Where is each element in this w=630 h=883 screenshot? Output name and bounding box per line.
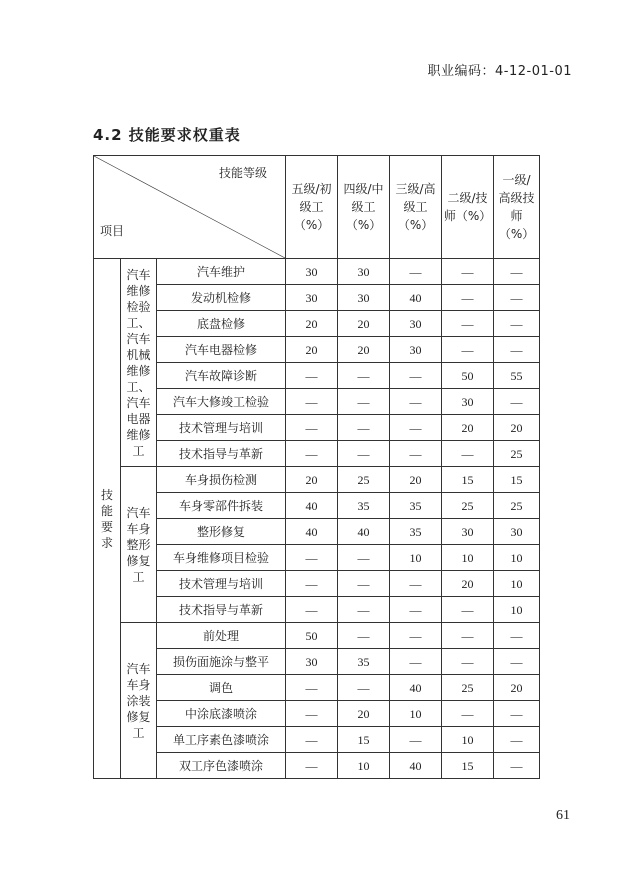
weight-cell: — <box>494 649 540 675</box>
table-row <box>94 753 540 779</box>
weight-cell: 40 <box>286 519 338 545</box>
weight-cell: 25 <box>442 675 494 701</box>
weight-cell: 35 <box>338 649 390 675</box>
weight-cell: 25 <box>494 441 540 467</box>
weight-cell: — <box>338 571 390 597</box>
weight-cell: — <box>390 415 442 441</box>
weight-cell: — <box>338 675 390 701</box>
weight-cell: 40 <box>390 675 442 701</box>
weight-cell: — <box>338 363 390 389</box>
item-cell: 调色 <box>157 675 286 701</box>
weight-cell: — <box>338 545 390 571</box>
weight-cell: — <box>390 389 442 415</box>
weight-cell: 30 <box>390 337 442 363</box>
weight-cell: — <box>286 441 338 467</box>
group-label: 汽车车身整形修复工 <box>126 505 151 584</box>
table-row <box>94 389 540 415</box>
section-title: 4.2 技能要求权重表 <box>93 126 241 144</box>
skill-level-heading: 技能等级 <box>219 166 268 180</box>
table-row <box>94 623 540 649</box>
weight-cell: 20 <box>338 311 390 337</box>
item-cell: 技术指导与革新 <box>157 597 286 623</box>
weight-cell: — <box>338 441 390 467</box>
weight-cell: 50 <box>286 623 338 649</box>
weight-cell: 40 <box>390 285 442 311</box>
weight-cell: 30 <box>286 285 338 311</box>
weight-cell: 20 <box>286 467 338 493</box>
table-row <box>94 649 540 675</box>
table-row <box>94 363 540 389</box>
group-cell <box>121 467 157 623</box>
table-row <box>94 701 540 727</box>
corner-header-cell <box>94 156 286 259</box>
level-header-5: 五级/初级工（%） <box>286 156 338 259</box>
weight-cell: 10 <box>442 727 494 753</box>
weight-cell: 20 <box>494 675 540 701</box>
weight-cell: — <box>494 311 540 337</box>
table-row <box>94 311 540 337</box>
table-row <box>94 675 540 701</box>
weight-cell: 10 <box>494 571 540 597</box>
item-cell: 汽车故障诊断 <box>157 363 286 389</box>
weight-cell: 10 <box>494 545 540 571</box>
weight-cell: 35 <box>390 519 442 545</box>
table-row <box>94 493 540 519</box>
weight-cell: 15 <box>442 753 494 779</box>
weight-cell: — <box>442 337 494 363</box>
weight-cell: — <box>494 753 540 779</box>
item-cell: 技术管理与培训 <box>157 415 286 441</box>
item-cell: 车身维修项目检验 <box>157 545 286 571</box>
weight-cell: 25 <box>338 467 390 493</box>
occupation-code: 职业编码：4-12-01-01 <box>427 64 572 79</box>
weight-cell: 30 <box>442 389 494 415</box>
item-cell: 汽车维护 <box>157 259 286 285</box>
level-header-4: 四级/中级工（%） <box>338 156 390 259</box>
weight-cell: — <box>494 259 540 285</box>
weight-cell: 30 <box>494 519 540 545</box>
weight-cell: 20 <box>390 467 442 493</box>
weight-cell: — <box>286 363 338 389</box>
weight-cell: 30 <box>338 259 390 285</box>
weight-cell: — <box>494 727 540 753</box>
weight-cell: 40 <box>338 519 390 545</box>
weight-cell: — <box>390 363 442 389</box>
weight-cell: 20 <box>494 415 540 441</box>
weight-cell: — <box>494 285 540 311</box>
weight-cell: 25 <box>442 493 494 519</box>
group-label: 汽车车身涂装修复工 <box>126 661 151 740</box>
table-row <box>94 467 540 493</box>
weight-cell: 20 <box>286 311 338 337</box>
item-cell: 技术管理与培训 <box>157 571 286 597</box>
weight-cell: 20 <box>338 701 390 727</box>
item-cell: 双工序色漆喷涂 <box>157 753 286 779</box>
weight-cell: 50 <box>442 363 494 389</box>
weight-cell: 30 <box>338 285 390 311</box>
weight-cell: — <box>338 415 390 441</box>
weight-cell: — <box>338 623 390 649</box>
item-cell: 车身损伤检测 <box>157 467 286 493</box>
weight-cell: 25 <box>494 493 540 519</box>
weight-cell: 30 <box>442 519 494 545</box>
weight-cell: 15 <box>338 727 390 753</box>
weight-cell: 10 <box>494 597 540 623</box>
table-row <box>94 727 540 753</box>
page-number: 61 <box>556 808 570 823</box>
weight-cell: — <box>286 675 338 701</box>
item-cell: 发动机检修 <box>157 285 286 311</box>
category-label: 技能要求 <box>100 487 113 550</box>
item-cell: 损伤面施涂与整平 <box>157 649 286 675</box>
table-row <box>94 441 540 467</box>
weight-cell: — <box>338 597 390 623</box>
table-row <box>94 571 540 597</box>
level-header-2: 二级/技师（%） <box>442 156 494 259</box>
table-row <box>94 285 540 311</box>
weight-cell: — <box>494 701 540 727</box>
weight-cell: 20 <box>286 337 338 363</box>
group-cell <box>121 623 157 779</box>
weight-cell: — <box>390 441 442 467</box>
weight-cell: — <box>286 597 338 623</box>
weight-cell: — <box>442 623 494 649</box>
weight-cell: — <box>442 285 494 311</box>
level-header-3: 三级/高级工（%） <box>390 156 442 259</box>
weight-cell: 20 <box>442 415 494 441</box>
weight-cell: — <box>442 311 494 337</box>
group-cell <box>121 259 157 467</box>
weight-cell: — <box>286 701 338 727</box>
weight-cell: 30 <box>286 649 338 675</box>
weight-cell: 30 <box>390 311 442 337</box>
item-cell: 底盘检修 <box>157 311 286 337</box>
weight-cell: — <box>442 701 494 727</box>
weight-cell: — <box>286 753 338 779</box>
item-cell: 前处理 <box>157 623 286 649</box>
item-cell: 汽车电器检修 <box>157 337 286 363</box>
weight-cell: — <box>390 571 442 597</box>
weight-cell: — <box>286 571 338 597</box>
weight-cell: 40 <box>390 753 442 779</box>
weight-cell: 15 <box>442 467 494 493</box>
item-cell: 车身零部件拆装 <box>157 493 286 519</box>
item-cell: 单工序素色漆喷涂 <box>157 727 286 753</box>
table-row <box>94 519 540 545</box>
table-row <box>94 415 540 441</box>
weight-cell: — <box>390 259 442 285</box>
item-cell: 中涂底漆喷涂 <box>157 701 286 727</box>
weight-cell: 55 <box>494 363 540 389</box>
weight-cell: — <box>442 649 494 675</box>
header-row <box>94 156 540 259</box>
table-row <box>94 545 540 571</box>
weight-cell: — <box>390 727 442 753</box>
weight-cell: — <box>286 389 338 415</box>
weight-cell: 20 <box>442 571 494 597</box>
weight-cell: 20 <box>338 337 390 363</box>
level-header-1: 一级/高级技师（%） <box>494 156 540 259</box>
weight-cell: — <box>494 337 540 363</box>
skill-weight-table <box>93 155 540 779</box>
item-cell: 技术指导与革新 <box>157 441 286 467</box>
table-row <box>94 259 540 285</box>
weight-cell: 40 <box>286 493 338 519</box>
project-heading: 项目 <box>100 224 125 238</box>
weight-cell: — <box>442 441 494 467</box>
weight-cell: — <box>286 545 338 571</box>
weight-cell: — <box>338 389 390 415</box>
weight-cell: 15 <box>494 467 540 493</box>
weight-cell: 10 <box>390 701 442 727</box>
weight-cell: — <box>494 623 540 649</box>
weight-cell: — <box>390 597 442 623</box>
weight-cell: 10 <box>442 545 494 571</box>
weight-cell: 10 <box>390 545 442 571</box>
weight-cell: — <box>390 649 442 675</box>
item-cell: 汽车大修竣工检验 <box>157 389 286 415</box>
weight-cell: 35 <box>390 493 442 519</box>
weight-cell: 10 <box>338 753 390 779</box>
item-cell: 整形修复 <box>157 519 286 545</box>
weight-cell: 35 <box>338 493 390 519</box>
category-cell <box>94 259 121 779</box>
group-label: 汽车维修检验工、汽车机械维修工、汽车电器维修工 <box>126 267 151 458</box>
table-row <box>94 337 540 363</box>
weight-cell: — <box>494 389 540 415</box>
weight-cell: — <box>286 727 338 753</box>
weight-cell: — <box>390 623 442 649</box>
table-row <box>94 597 540 623</box>
weight-cell: — <box>442 259 494 285</box>
weight-cell: — <box>442 597 494 623</box>
weight-cell: 30 <box>286 259 338 285</box>
weight-cell: — <box>286 415 338 441</box>
